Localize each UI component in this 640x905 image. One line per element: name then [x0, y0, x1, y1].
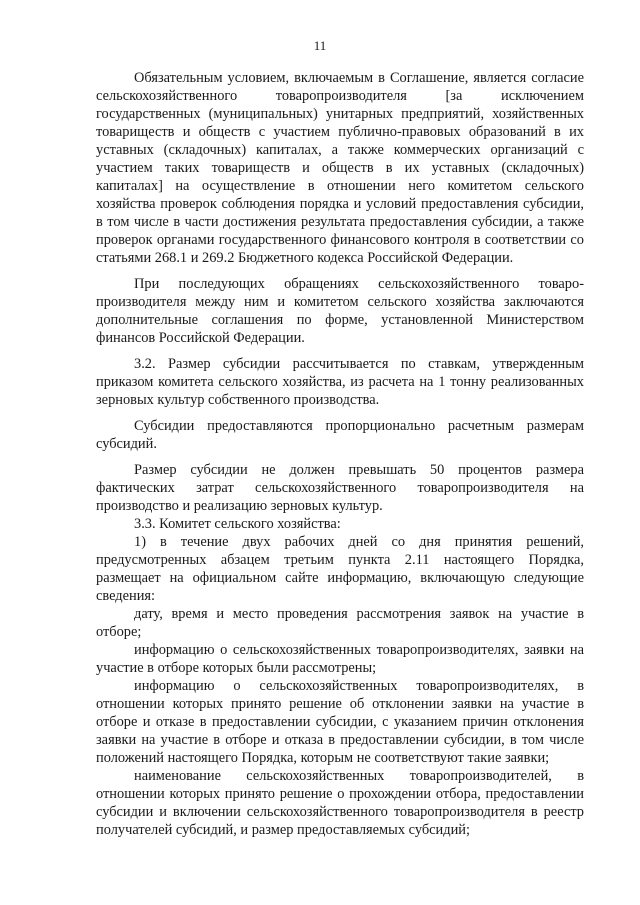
- paragraph-date-time-place: дату, время и место проведения рассмотрения заявок на участие в отборе;: [96, 606, 584, 640]
- paragraph-agreement-condition: Обязательным условием, включаемым в Соглашение, является согласие сельскохозяйственного товаропроизводителя [за исключением государственных (муниципальных) унитарных предприятий, хозяйственных товариществ и обществ с участием публично-правовых образований в их уставных (складочных) капиталах, а также коммерческих организаций с участием таких товариществ и обществ в их уставных (складочных) капиталах] на осуществление в отношении него комитетом сельского хозяйства проверок соблюдения порядка и условий предоставления субсидии, в том числе в части достижения результата предоставления субсидии, а также проверок органами государственного финансового контроля в соответствии со статьями 268.1 и 269.2 Бюджетного кодекса Российской Федерации.: [96, 70, 584, 266]
- paragraph-rejected-applicants: информацию о сельскохозяйственных товаропроизводителях, в отношении которых принято решение об отклонении заявки на участие в отборе и отказе в предоставлении субсидии, с указанием причин отклонения заявки на участие в отборе и отказа в предоставлении субсидии, в том числе положений настоящего Порядка, которым не соответствуют такие заявки;: [96, 678, 584, 766]
- document-body: [96, 69, 584, 839]
- paragraph-approved-applicants: наименование сельскохозяйственных товаропроизводителей, в отношении которых принято решение о прохождении отбора, предоставлении субсидии и включении сельскохозяйственного товаропроизводителя в реестр получателей субсидий, и размер предоставляемых субсидий;: [96, 768, 584, 838]
- paragraph-proportional-subsidies: Субсидии предоставляются пропорционально расчетным размерам субсидий.: [96, 418, 584, 452]
- paragraph-3-3-committee: 3.3. Комитет сельского хозяйства:: [134, 516, 341, 532]
- paragraph-reviewed-applicants: информацию о сельскохозяйственных товаропроизводителях, заявки на участие в отборе которых были рассмотрены;: [96, 642, 584, 676]
- paragraph-additional-agreements: При последующих обращениях сельскохозяйственного товаропроизводителя между ним и комитетом сельского хозяйства заключаются дополнительные соглашения по форме, установленной Министерством финансов Российской Федерации.: [96, 276, 584, 346]
- page-number: 11: [313, 38, 327, 53]
- paragraph-subsidy-limit: Размер субсидии не должен превышать 50 процентов размера фактических затрат сельскохозяйственного товаропроизводителя на производство и реализацию зерновых культур.: [96, 462, 584, 514]
- paragraph-item-1-publication: 1) в течение двух рабочих дней со дня принятия решений, предусмотренных абзацем третьим пункта 2.11 настоящего Порядка, размещает на официальном сайте информацию, включающую следующие сведения:: [96, 534, 584, 604]
- paragraph-3-2-subsidy-size: 3.2. Размер субсидии рассчитывается по ставкам, утвержденным приказом комитета сельского хозяйства, из расчета на 1 тонну реализованных зерновых культур собственного производства.: [96, 356, 584, 408]
